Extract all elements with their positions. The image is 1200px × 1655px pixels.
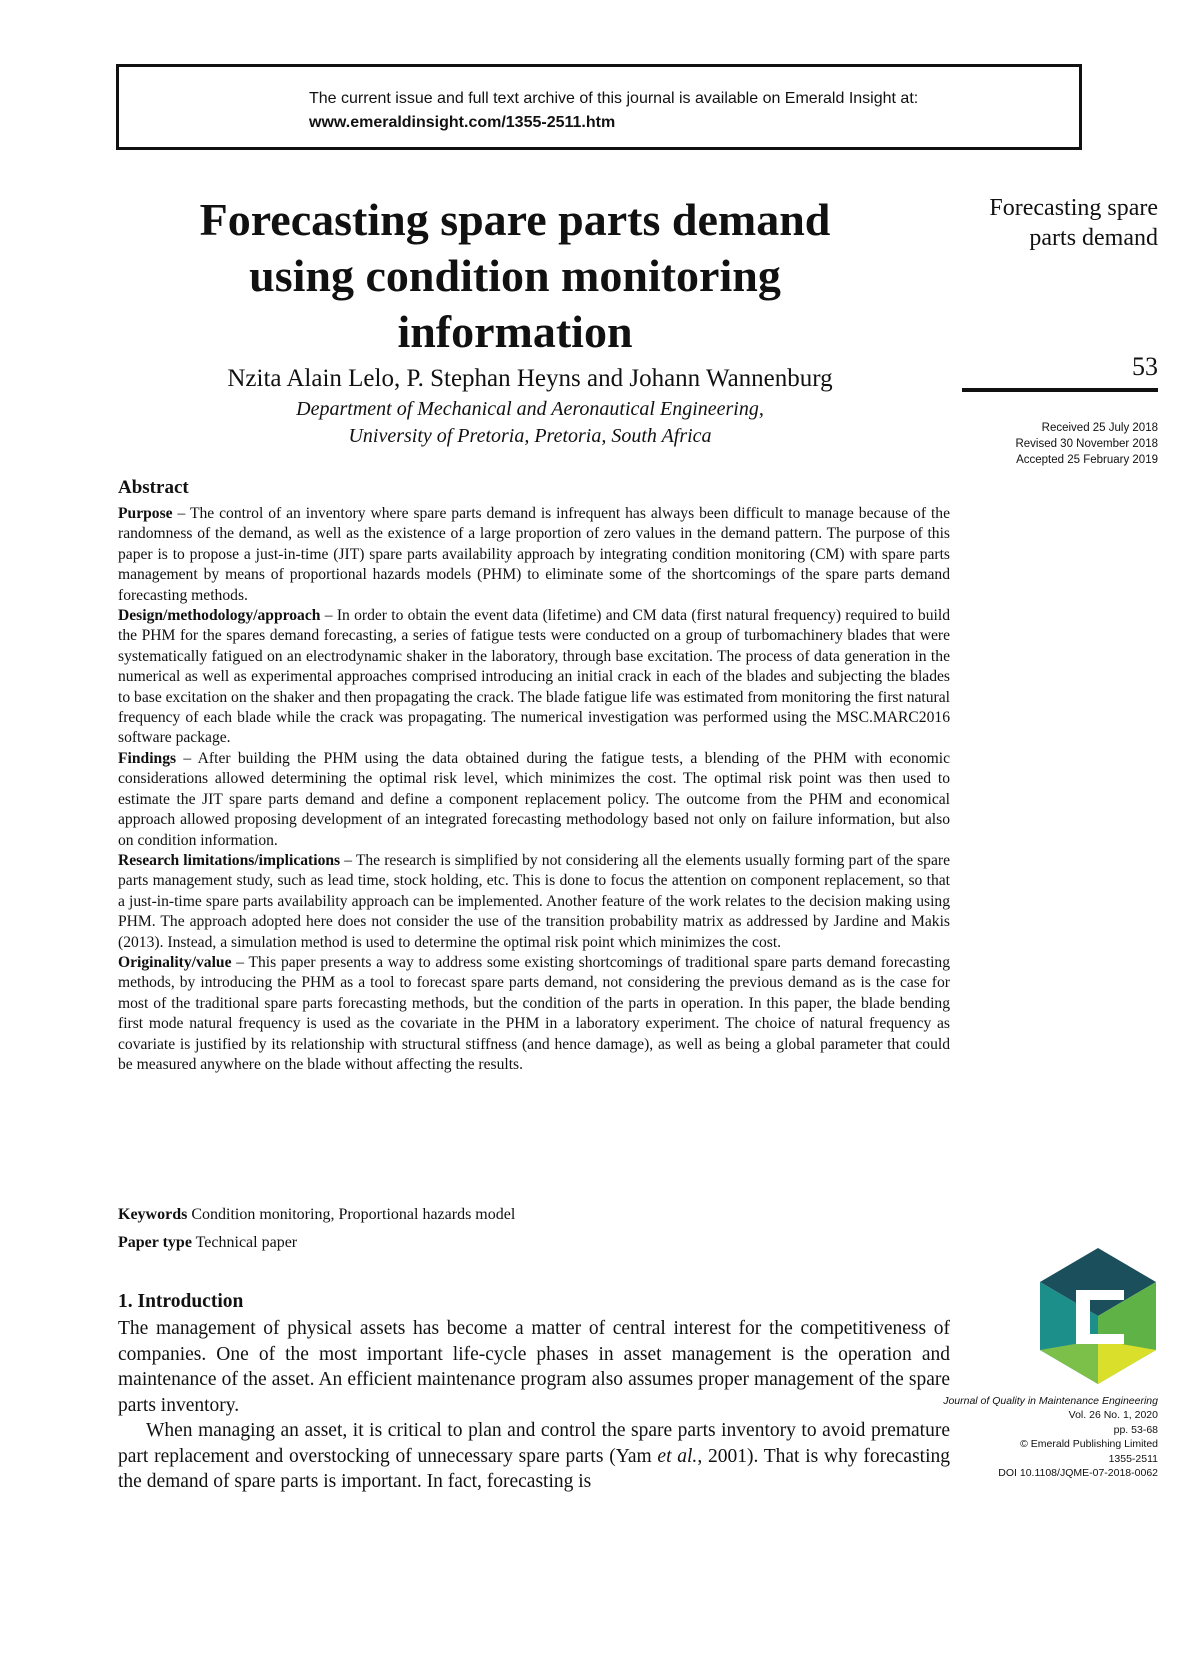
journal-pages: pp. 53-68 xyxy=(1113,1423,1158,1436)
separator: – xyxy=(172,505,190,522)
paper-type-label: Paper type xyxy=(118,1234,192,1251)
para2-italic: et al. xyxy=(657,1445,698,1467)
abstract-research-limitations xyxy=(118,851,950,953)
purpose-label: Purpose xyxy=(118,505,173,522)
abstract-design xyxy=(118,606,950,749)
abstract-purpose xyxy=(118,504,950,606)
affiliation xyxy=(130,396,930,450)
separator: – xyxy=(340,851,356,869)
abstract-body xyxy=(118,504,950,1075)
abstract-heading: Abstract xyxy=(118,477,189,498)
journal-doi[interactable]: DOI 10.1108/JQME-07-2018-0062 xyxy=(998,1467,1158,1480)
research-label: Research limitations/implications xyxy=(118,851,341,869)
keywords xyxy=(118,1204,950,1226)
date-received: Received 25 July 2018 xyxy=(1041,422,1158,434)
paper-type-text: Technical paper xyxy=(195,1234,298,1251)
para2-end: , 2001). That is why forecasting the demand of spare parts is important. In fact, forecasting is xyxy=(118,1445,950,1492)
journal-publisher: © Emerald Publishing Limited xyxy=(1020,1438,1158,1451)
journal-volume: Vol. 26 No. 1, 2020 xyxy=(1068,1409,1158,1422)
page-number-rule xyxy=(962,388,1158,392)
paper-title: Forecasting spare parts demand using condition monitoring information xyxy=(199,194,831,357)
abstract-originality xyxy=(118,953,950,1075)
banner-line-1: The current issue and full text archive of this journal is available on Emerald Insight at: xyxy=(309,90,919,107)
journal-info xyxy=(918,1394,1158,1480)
journal-issn: 1355-2511 xyxy=(1108,1452,1158,1465)
introduction-body xyxy=(118,1316,950,1495)
author-list: Nzita Alain Lelo, P. Stephan Heyns and Johann Wannenburg xyxy=(227,365,833,392)
findings-label: Findings xyxy=(118,749,177,767)
page-number: 53 xyxy=(1132,352,1158,381)
design-text: In order to obtain the event data (lifetime) and CM data (first natural frequency) required to build the PHM for the spares demand forecasting, a series of fatigue tests were conducted on a group of turbomachinery blades that were systematically fatigued on an electrodynamic shaker in the laboratory, through base excitation. The process of data generation in the numerical as well as experimental approaches comprised introducing an initial crack in each of the blades and subjecting the blades to base excitation on the shaker and then propagating the crack. The blade fatigue life was estimated from monitoring the first natural frequency of each blade while the crack was propagating. The numerical investigation was performed using the MSC.MARC2016 software package. xyxy=(118,607,950,747)
intro-paragraph-2 xyxy=(118,1418,950,1495)
affiliation-line-1: Department of Mechanical and Aeronautical Engineering, xyxy=(296,398,764,420)
journal-name: Journal of Quality in Maintenance Engineering xyxy=(943,1395,1158,1407)
intro-paragraph-1: The management of physical assets has become a matter of central interest for the competitiveness of companies. One of the most important life-cycle phases in asset management is the operation and maintenance of the asset. An efficient maintenance program also assumes proper management of the spare parts inventory. xyxy=(118,1318,950,1416)
keywords-text: Condition monitoring, Proportional hazards model xyxy=(191,1206,516,1223)
separator: – xyxy=(176,749,198,767)
para2-start: When managing an asset, it is critical to plan and control the spare parts inventory to avoid premature part replacement and overstocking of unnecessary spare parts (Yam xyxy=(118,1420,950,1467)
research-text: The research is simplified by not considering all the elements usually forming part of the spare parts management study, such as lead time, stock holding, etc. This is done to focus the attention on component replacement, so that a just-in-time spare parts availability approach can be implemented. Another feature of the work relates to the decision making using PHM. The approach adopted here does not consider the use of the transition probability matrix as addressed by Jardine and Makis (2013). Instead, a simulation method is used to determine the optimal risk point which minimizes the cost. xyxy=(118,851,951,951)
separator: – xyxy=(231,953,249,971)
emerald-logo-icon xyxy=(1040,1248,1156,1384)
availability-banner xyxy=(116,64,1082,150)
abstract-findings xyxy=(118,749,950,851)
purpose-text: The control of an inventory where spare parts demand is infrequent has always been difficult to manage because of the randomness of the demand, as well as the existence of a large proportion of zero values in the demand pattern. The purpose of this paper is to propose a just-in-time (JIT) spare parts availability approach by integrating condition monitoring (CM) with spare parts management by means of proportional hazards models (PHM) to eliminate some of the shortcomings of the spare parts demand forecasting methods. xyxy=(118,505,951,604)
paper-type xyxy=(118,1232,950,1254)
design-label: Design/methodology/approach xyxy=(118,607,321,625)
date-accepted: Accepted 25 February 2019 xyxy=(1016,454,1158,466)
keywords-label: Keywords xyxy=(118,1206,188,1223)
section-heading-introduction: 1. Introduction xyxy=(118,1291,244,1312)
originality-label: Originality/value xyxy=(118,953,232,971)
date-revised: Revised 30 November 2018 xyxy=(1015,438,1158,450)
separator: – xyxy=(320,607,337,625)
article-dates xyxy=(918,420,1158,468)
banner-url[interactable]: www.emeraldinsight.com/1355-2511.htm xyxy=(309,114,616,131)
originality-text: This paper presents a way to address some existing shortcomings of traditional spare parts demand forecasting methods, by introducing the PHM as a tool to forecast spare parts demand, not considering the previous demand as is the case for most of the traditional spare parts forecasting methods, but the condition of the parts in operation. In this paper, the blade bending first mode natural frequency is used as the covariate in the PHM in a laboratory experiment. The choice of natural frequency as covariate is justified by its relationship with structural stiffness (and hence damage), as well as being a global parameter that could be measured anywhere on the blade without affecting the results. xyxy=(118,953,950,1073)
findings-text: After building the PHM using the data obtained during the fatigue tests, a blending of the PHM with economic considerations allowed determining the optimal risk level, which minimizes the cost. The optimal risk point was then used to estimate the JIT spare parts demand and define a component replacement policy. The outcome from the PHM and economical approach allowed proposing development of an integrated forecasting methodology based not only on failure information, but also on condition information. xyxy=(118,749,950,849)
running-title: Forecasting spare parts demand xyxy=(989,195,1158,251)
affiliation-line-2: University of Pretoria, Pretoria, South Africa xyxy=(348,425,712,447)
